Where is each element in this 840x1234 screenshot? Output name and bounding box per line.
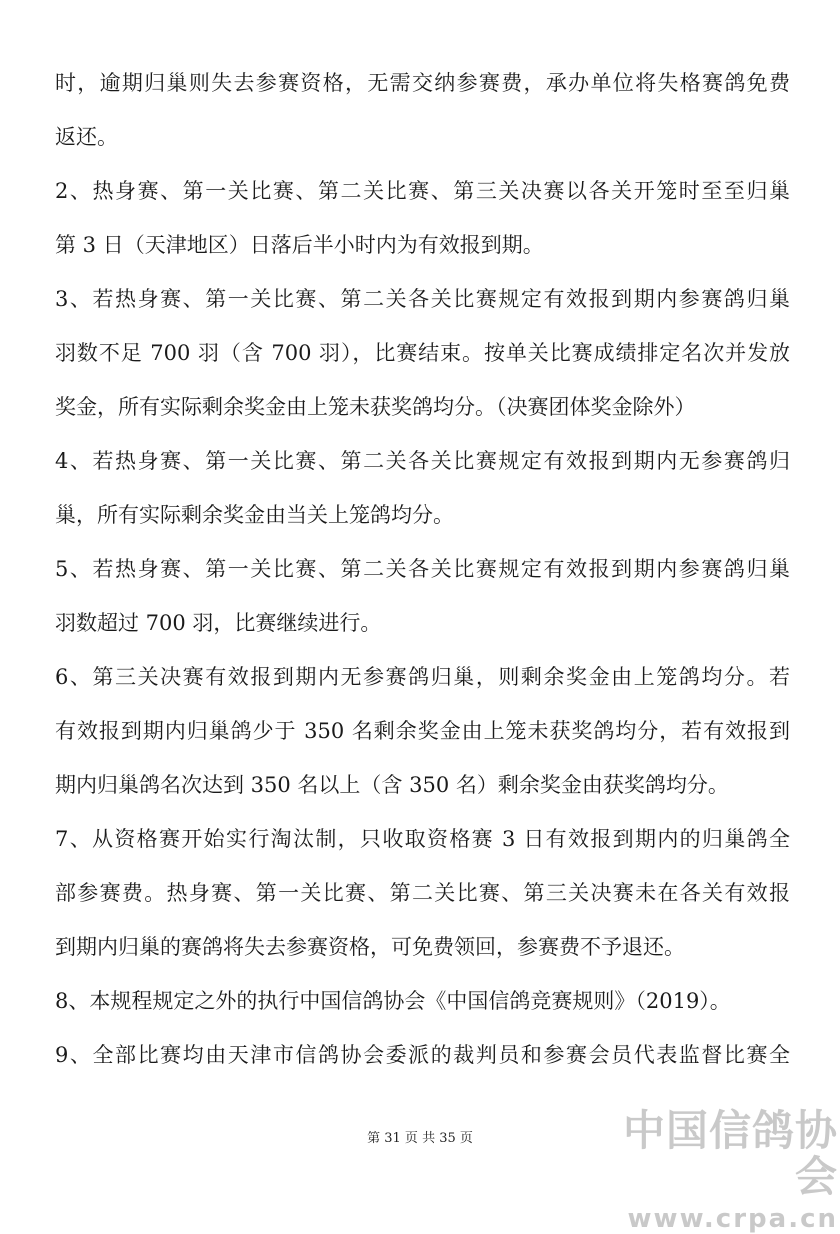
text-line: 巢，所有实际剩余奖金由当关上笼鸽均分。 [55,503,454,527]
text-line: 6、第三关决赛有效报到期内无参赛鸽归巢，则剩余奖金由上笼鸽均分。若 [55,665,790,689]
text-line: 有效报到期内归巢鸽少于 350 名剩余奖金由上笼未获奖鸽均分，若有效报到 [55,719,790,743]
page-number: 第 31 页 共 35 页 [367,1131,473,1146]
text-line: 部参赛费。热身赛、第一关比赛、第二关比赛、第三关决赛未在各关有效报 [55,881,790,905]
text-line: 7、从资格赛开始实行淘汰制，只收取资格赛 3 日有效报到期内的归巢鸽全 [55,827,790,851]
text-line: 时，逾期归巢则失去参赛资格，无需交纳参赛费，承办单位将失格赛鸽免费 [55,71,790,95]
text-line: 奖金，所有实际剩余奖金由上笼未获奖鸽均分。（决赛团体奖金除外） [55,395,696,419]
text-line: 4、若热身赛、第一关比赛、第二关各关比赛规定有效报到期内无参赛鸽归 [55,449,790,473]
text-line: 羽数不足 700 羽（含 700 羽），比赛结束。按单关比赛成绩排定名次并发放 [55,341,790,365]
text-line: 9、全部比赛均由天津市信鸽协会委派的裁判员和参赛会员代表监督比赛全 [55,1043,790,1067]
watermark-url: www.crpa.cn [627,1204,838,1234]
text-line: 期内归巢鸽名次达到 350 名以上（含 350 名）剩余奖金由获奖鸽均分。 [55,773,729,797]
text-line: 8、本规程规定之外的执行中国信鸽协会《中国信鸽竞赛规则》（2019）。 [55,989,731,1013]
text-line: 2、热身赛、第一关比赛、第二关比赛、第三关决赛以各关开笼时至至归巢 [55,179,790,203]
text-line: 5、若热身赛、第一关比赛、第二关各关比赛规定有效报到期内参赛鸽归巢 [55,557,790,581]
text-line: 羽数超过 700 羽，比赛继续进行。 [55,611,382,635]
text-line: 第 3 日（天津地区）日落后半小时内为有效报到期。 [55,233,544,257]
watermark-logo [598,1108,838,1234]
text-line: 到期内归巢的赛鸽将失去参赛资格，可免费领回，参赛费不予退还。 [55,935,685,959]
text-line: 3、若热身赛、第一关比赛、第二关各关比赛规定有效报到期内参赛鸽归巢 [55,287,790,311]
watermark-org-name: 中国信鸽协会 [622,1106,838,1201]
text-line: 返还。 [55,125,118,149]
